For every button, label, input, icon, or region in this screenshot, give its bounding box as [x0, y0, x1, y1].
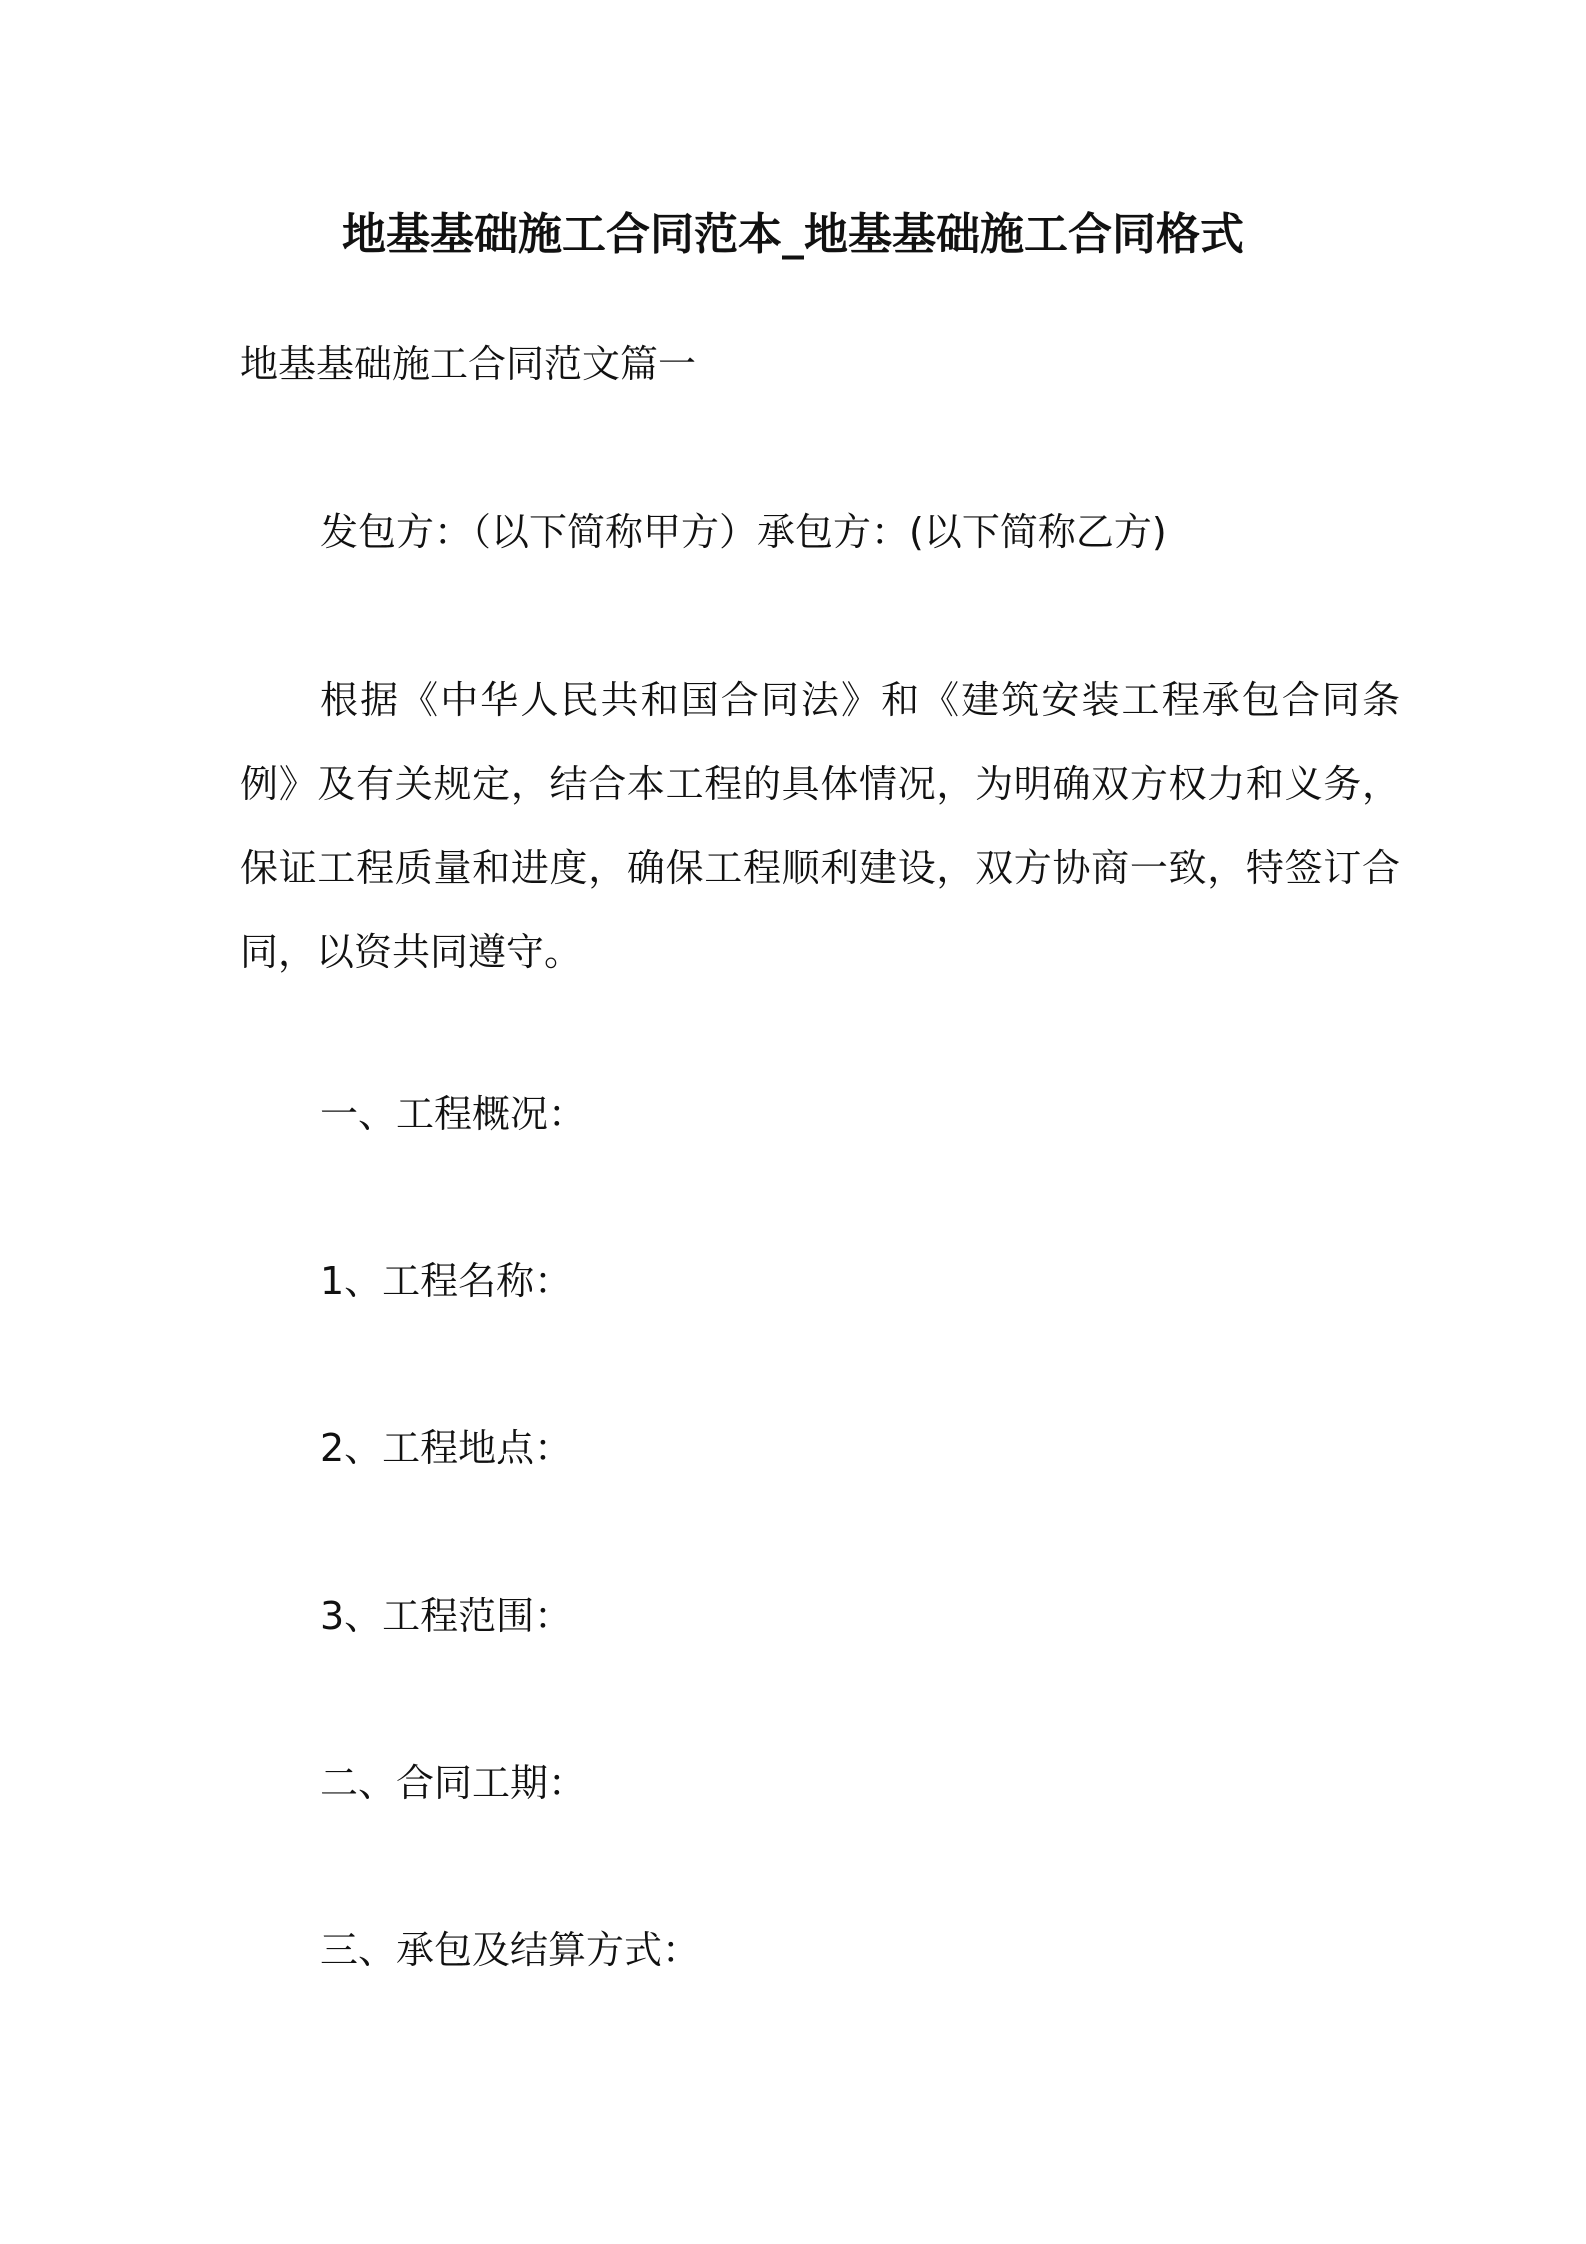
- intro-paragraph: 根据《中华人民共和国合同法》和《建筑安装工程承包合同条例》及有关规定，结合本工程的具体情况，为明确双方权力和义务，保证工程质量和进度，确保工程顺利建设，双方协商一致，特签订合同，以资共同遵守。: [240, 678, 1400, 974]
- document-subtitle: 地基基础施工合同范文篇一: [240, 342, 697, 386]
- document-title: 地基基础施工合同范本_地基基础施工合同格式: [342, 209, 1244, 260]
- section-item: 2、工程地点：: [320, 1426, 573, 1470]
- parties-line: 发包方：（以下简称甲方）承包方：(以下简称乙方): [320, 510, 1167, 554]
- section-item: 1、工程名称：: [320, 1259, 573, 1303]
- section-heading: 三、承包及结算方式：: [320, 1928, 701, 1972]
- section-item: 3、工程范围：: [320, 1594, 573, 1638]
- section-heading: 一、工程概况：: [320, 1092, 587, 1136]
- section-heading: 二、合同工期：: [320, 1761, 587, 1805]
